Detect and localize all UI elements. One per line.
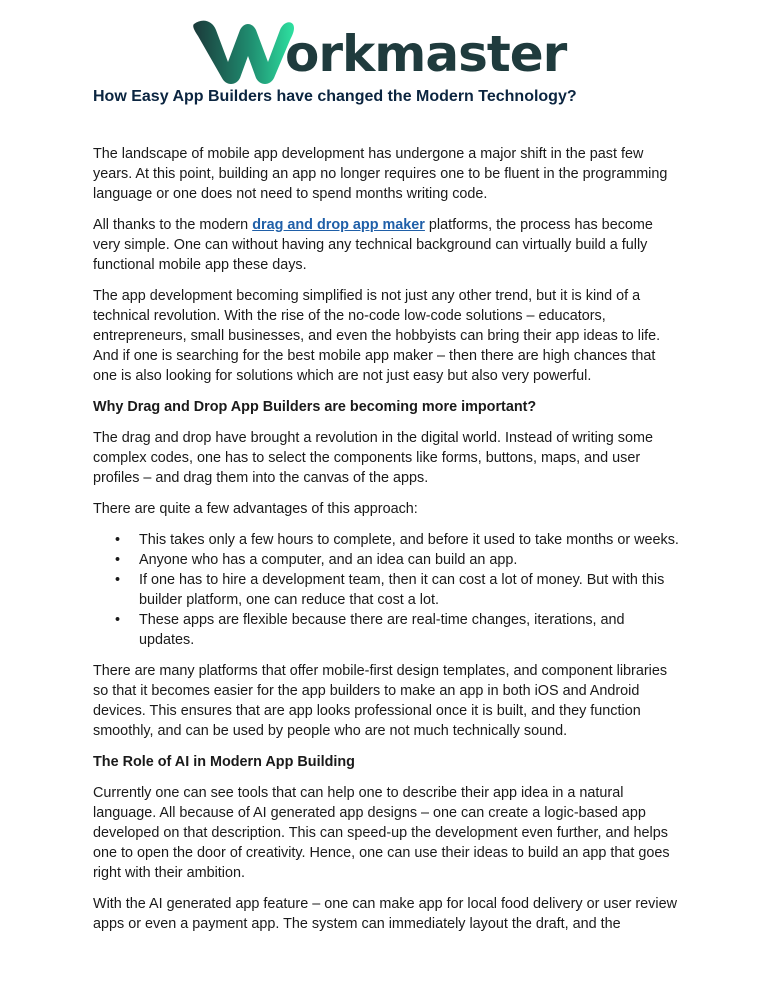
paragraph-text: All thanks to the modern — [93, 217, 253, 233]
list-item — [115, 570, 683, 610]
list-item-text: This takes only a few hours to complete, and before it used to take months or weeks. — [139, 532, 679, 548]
paragraph-drag-drop — [93, 215, 683, 275]
page-title: How Easy App Builders have changed the Modern Technology? — [93, 88, 577, 105]
paragraph-text: platforms, the process has become very simple. One can without having any technical background can virtually build a fully functional mobile app these days. — [93, 217, 653, 273]
paragraph-intro: The landscape of mobile app development has undergone a major shift in the past few years. At this point, building an app no longer requires one to be fluent in the programming language or one does not need to spend months writing code. — [93, 146, 668, 202]
w-mark-icon — [188, 16, 298, 86]
list-item-text: These apps are flexible because there are real-time changes, iterations, and updates. — [139, 612, 625, 648]
bullet-icon: • — [115, 552, 121, 568]
list-item — [115, 550, 683, 570]
paragraph-platforms: There are many platforms that offer mobile-first design templates, and component libraries so that it becomes easier for the app builders to make an app in both iOS and Android devices. This ensures that are app looks professional once it is built, and they function smoothly, and can be used by people who are not much technically sound. — [93, 663, 668, 739]
section-heading-why: Why Drag and Drop App Builders are becoming more important? — [93, 399, 537, 415]
bullet-icon: • — [115, 612, 121, 628]
bullet-icon: • — [115, 532, 121, 548]
paragraph-ai-feature: With the AI generated app feature – one can make app for local food delivery or user review apps or even a payment app. The system can immediately layout the draft, and the — [93, 896, 677, 932]
drag-drop-app-maker-link[interactable]: drag and drop app maker — [252, 217, 425, 233]
list-item-text: Anyone who has a computer, and an idea can build an app. — [139, 552, 518, 568]
bullet-icon: • — [115, 572, 121, 588]
paragraph-ai-tools: Currently one can see tools that can help one to describe their app idea in a natural language. All because of AI generated app designs – one can create a logic-based app developed on that description. This can speed-up the development even further, and helps one to open the door of creativity. Hence, one can use their ideas to build an app that goes right with their ambition. — [93, 785, 670, 881]
logo-wordmark: orkmaster — [285, 25, 567, 83]
section-heading-ai: The Role of AI in Modern App Building — [93, 754, 355, 770]
workmaster-logo — [188, 16, 582, 86]
paragraph-drag-drop-world: The drag and drop have brought a revolution in the digital world. Instead of writing some complex codes, one has to select the components like forms, buttons, maps, and user profiles – and drag them into the canvas of the apps. — [93, 430, 653, 486]
list-item — [115, 610, 683, 650]
advantages-list — [93, 530, 683, 650]
article-body — [93, 86, 683, 945]
list-item-text: If one has to hire a development team, then it can cost a lot of money. But with this builder platform, one can reduce that cost a lot. — [139, 572, 665, 608]
list-item — [115, 530, 683, 550]
paragraph-revolution: The app development becoming simplified is not just any other trend, but it is kind of a technical revolution. With the rise of the no-code low-code solutions – educators, entrepreneurs, small businesses, and even the hobbyists can bring their app ideas to life. And if one is searching for the best mobile app maker – then there are high chances that one is also looking for solutions which are not just easy but also very powerful. — [93, 288, 661, 384]
paragraph-advantages-intro: There are quite a few advantages of this approach: — [93, 501, 418, 517]
